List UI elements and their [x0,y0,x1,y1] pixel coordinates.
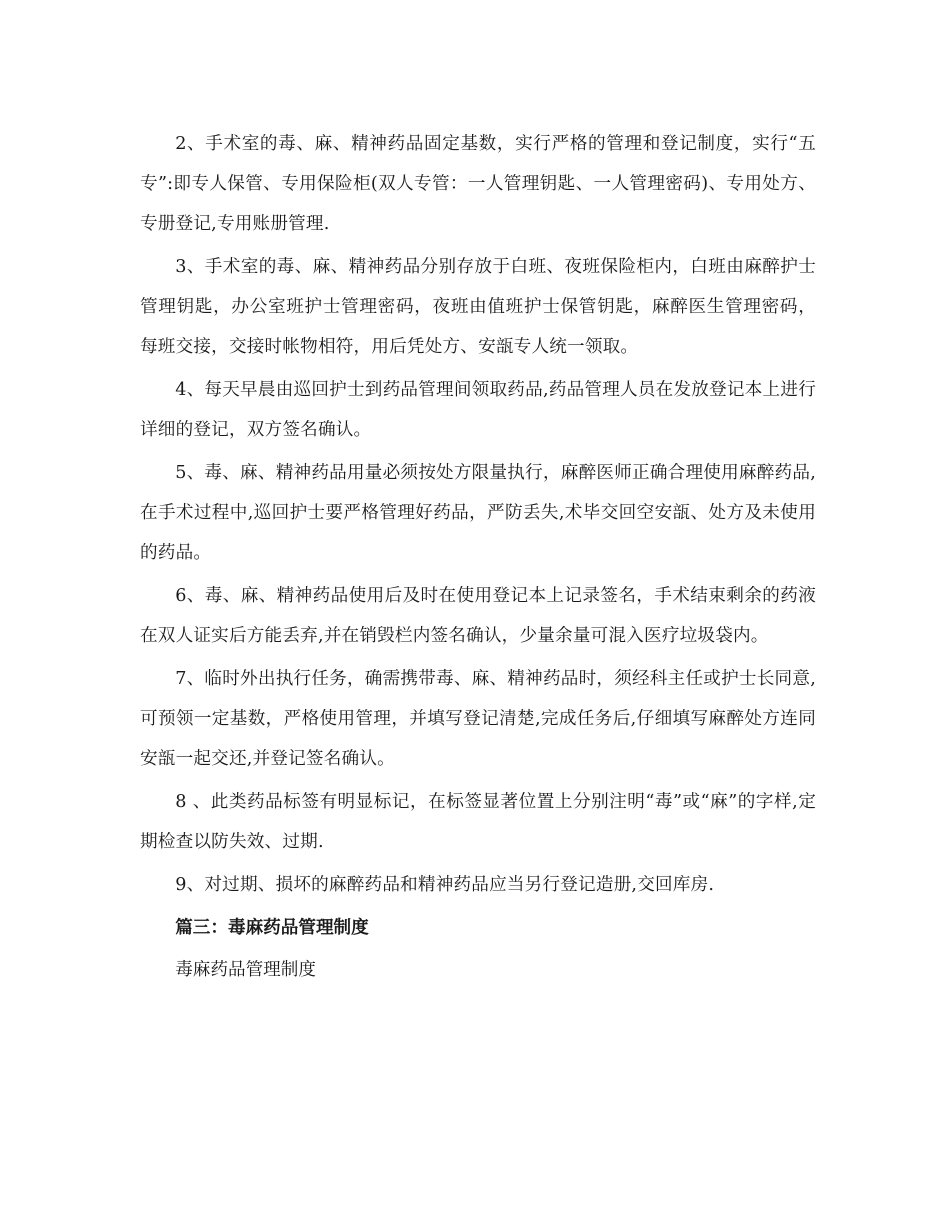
paragraph-item-2: 2、手术室的毒、麻、精神药品固定基数，实行严格的管理和登记制度，实行“五专”:即专人保管、专用保险柜(双人专管：一人管理钥匙、一人管理密码)、专用处方、专册登记,专用账册管理. [140,134,816,234]
paragraph-item-9: 9、对过期、损坏的麻醉药品和精神药品应当另行登记造册,交回库房. [175,875,715,895]
paragraph-item-6: 6、毒、麻、精神药品使用后及时在使用登记本上记录签名，手术结束剩余的药液在双人证实后方能丢弃,并在销毁栏内签名确认，少量余量可混入医疗垃圾袋内。 [140,586,816,646]
paragraph-item-7: 7、临时外出执行任务，确需携带毒、麻、精神药品时，须经科主任或护士长同意,可预领一定基数，严格使用管理，并填写登记清楚,完成任务后,仔细填写麻醉处方连同安瓿一起交还,并登记签名确认。 [140,669,816,769]
section-heading: 篇三：毒麻药品管理制度 [175,918,369,938]
paragraph-item-3: 3、手术室的毒、麻、精神药品分别存放于白班、夜班保险柜内，白班由麻醉护士管理钥匙，办公室班护士管理密码，夜班由值班护士保管钥匙，麻醉医生管理密码，每班交接，交接时帐物相符，用后凭处方、安瓿专人统一领取。 [140,257,816,357]
paragraph-item-8: 8 、此类药品标签有明显标记，在标签显著位置上分别注明“毒”或“麻”的字样,定期检查以防失效、过期. [140,792,816,852]
document-body [140,124,816,992]
paragraph-item-4: 4、每天早晨由巡回护士到药品管理间领取药品,药品管理人员在发放登记本上进行详细的登记，双方签名确认。 [140,380,816,440]
paragraph-item-5: 5、毒、麻、精神药品用量必须按处方限量执行，麻醉医师正确合理使用麻醉药品,在手术过程中,巡回护士要严格管理好药品，严防丢失,术毕交回空安瓿、处方及未使用的药品。 [140,463,816,563]
section-subtitle: 毒麻药品管理制度 [175,960,316,980]
